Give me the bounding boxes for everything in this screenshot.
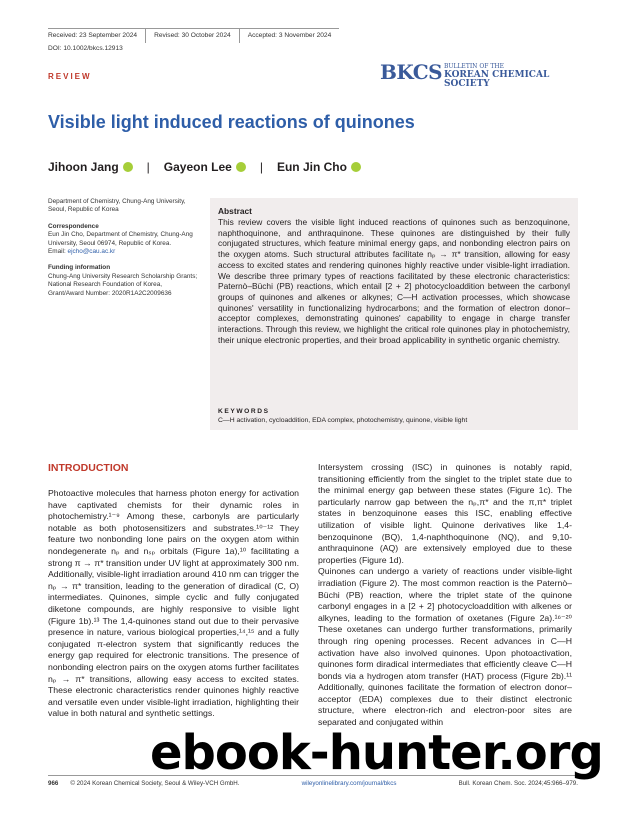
correspondence-text: Eun Jin Cho, Department of Chemistry, Chung-Ang University, Seoul 06974, Republic of Korea. bbox=[48, 231, 193, 247]
orcid-icon[interactable] bbox=[236, 162, 246, 172]
page-footer bbox=[48, 780, 578, 787]
funding-text: Chung-Ang University Research Scholarship Grants; National Research Foundation of Korea, Grant/Award Number: 2020R1A2C2009636 bbox=[48, 272, 198, 297]
keywords: C—H activation, cycloaddition, EDA complex, photochemistry, quinone, visible light bbox=[218, 417, 468, 424]
orcid-icon[interactable] bbox=[351, 162, 361, 172]
citation: Bull. Korean Chem. Soc. 2024;45:966–979. bbox=[458, 780, 578, 787]
accepted-date: Accepted: 3 November 2024 bbox=[240, 28, 340, 43]
revised-date: Revised: 30 October 2024 bbox=[146, 28, 240, 43]
logo-line2: KOREAN CHEMICAL SOCIETY bbox=[444, 70, 550, 89]
intro-heading: INTRODUCTION bbox=[48, 462, 129, 474]
article-title: Visible light induced reactions of quinones bbox=[48, 112, 415, 132]
orcid-icon[interactable] bbox=[123, 162, 133, 172]
received-date: Received: 23 September 2024 bbox=[48, 28, 146, 43]
author-name[interactable]: Eun Jin Cho bbox=[276, 160, 347, 174]
email-label: Email: bbox=[48, 248, 66, 256]
abstract-text: This review covers the visible light induced reactions of quinones such as benzoquinone, naphthoquinone, and anthraquinone. These quinones are distinguished by their fully conjugated structures, which feature minimal energy gaps, and nonbonding electron pairs on the oxygen atoms. Such structural attributes facilitate nₚ → π* transition, allowing for easy access to excited states and rendering quinones highly reactive under visible-light irradiation. We describe three primary types of reactions facilitated by these electronic characteristics: Paternò–Büchi (PB) reactions, which entail [2 + 2] photocycloaddition between the carbonyl groups of quinones and alkenes or alkynes; C—H activation processes, which showcase quinones' versatility in functionalizing hydrocarbons; and the formation of electron donor–acceptor complexes, demonstrating quinones' capability to engage in charge transfer interactions. Through this review, we highlight the critical role quinones play in photochemistry, their unique electronic properties, and their broad applicability in synthetic organic chemistry. bbox=[218, 217, 570, 345]
email-link[interactable]: ejcho@cau.ac.kr bbox=[67, 248, 116, 256]
department: Department of Chemistry, Chung-Ang University, Seoul, Republic of Korea bbox=[48, 198, 186, 214]
affiliation-block bbox=[48, 198, 198, 298]
copyright: © 2024 Korean Chemical Society, Seoul & Wiley-VCH GmbH. bbox=[70, 780, 240, 787]
doi[interactable]: DOI: 10.1002/bkcs.12913 bbox=[48, 45, 123, 52]
intro-column-1: Photoactive molecules that harness photon energy for activation have captivated chemists for their dynamic roles in photochemistry.¹⁻⁹ Among these, carbonyls are particularly notable as both photosensitizers and substrates.¹⁰⁻¹² They feature two nonbonding lone pairs on the oxygen atom within nondegenerate nₚ and nₛₚ orbitals (Figure 1a),¹⁰ facilitating a strong π → π* transition under UV light at approximately 300 nm. Additionally, visible-light irradiation around 410 nm can trigger the nₚ → π* transition, leading to the generation of diradical (C, O) intermediates. Quinones, simple cyclic and fully conjugated diketone compounds, are highly responsive to visible light (Figure 1b).¹³ The 1,4-quinones stand out due to their pervasive presence in nature, various biological properties,¹⁴,¹⁵ and a fully conjugated π-electron system that significantly reduces the energy gap required for electronic transitions. The presence of nonbonding electron pairs on the oxygen atoms further facilitates nₚ → π* transitions, allowing easy access to excited states. These electronic characteristics render quinones highly reactive and versatile even under visible-light irradiation, highlighting their value in both natural and synthetic settings. bbox=[48, 488, 299, 719]
author-list bbox=[48, 160, 361, 174]
logo-line1: BULLETIN OF THE bbox=[444, 63, 504, 70]
logo-letters: BKCS bbox=[380, 60, 443, 84]
watermark: ebook-hunter.org bbox=[150, 725, 603, 781]
journal-url[interactable]: wileyonlinelibrary.com/journal/bkcs bbox=[301, 780, 397, 787]
author-separator: | bbox=[259, 160, 263, 174]
abstract-heading: Abstract bbox=[218, 206, 252, 216]
article-dates bbox=[48, 28, 339, 42]
author-name[interactable]: Gayeon Lee bbox=[163, 160, 232, 174]
keywords-heading: KEYWORDS bbox=[218, 408, 270, 415]
page-number: 966 bbox=[48, 780, 59, 787]
intro-column-2: Intersystem crossing (ISC) in quinones is notably rapid, transitioning efficiently from the singlet to the triplet state due to the minimal energy gap between these states (Figure 1c). The particularly narrow gap between the nₚ,π* and the π,π* triplet states in benzoquinone eases this ISC, enabling effective utilization of visible light. Quinone derivatives like 1,4-benzoquinone (BQ), 1,4-naphthoquinone (NQ), and 9,10-anthraquinone (AQ) are extensively employed due to these properties (Figure 1d). Quinones can undergo a variety of reactions under visible-light irradiation (Figure 2). The most common reaction is the Paternò–Büchi (PB) reaction, where the triplet state of the quinone carbonyl engages in a [2 + 2] photocycloaddition with alkenes or alkynes, leading to the formation of oxetanes (Figure 2a).¹⁶⁻²⁰ These oxetanes can undergo further transformations, primarily through ring opening processes. Recent advances in C—H activation have also involved quinones. Upon photoactivation, quinones form diradical intermediates that efficiently cleave C—H bonds via a hydrogen atom transfer (HAT) process (Figure 2b).¹¹ Additionally, quinones facilitate the formation of electron donor–acceptor (EDA) complexes due to their distinct electronic structure, where electron-rich and electron-poor sites are separated and conjugated within bbox=[318, 462, 572, 728]
journal-logo bbox=[380, 60, 580, 89]
funding-heading: Funding information bbox=[48, 264, 111, 272]
correspondence-heading: Correspondence bbox=[48, 222, 99, 230]
section-label: REVIEW bbox=[48, 72, 92, 81]
author-name[interactable]: Jihoon Jang bbox=[48, 160, 119, 174]
author-separator: | bbox=[146, 160, 150, 174]
